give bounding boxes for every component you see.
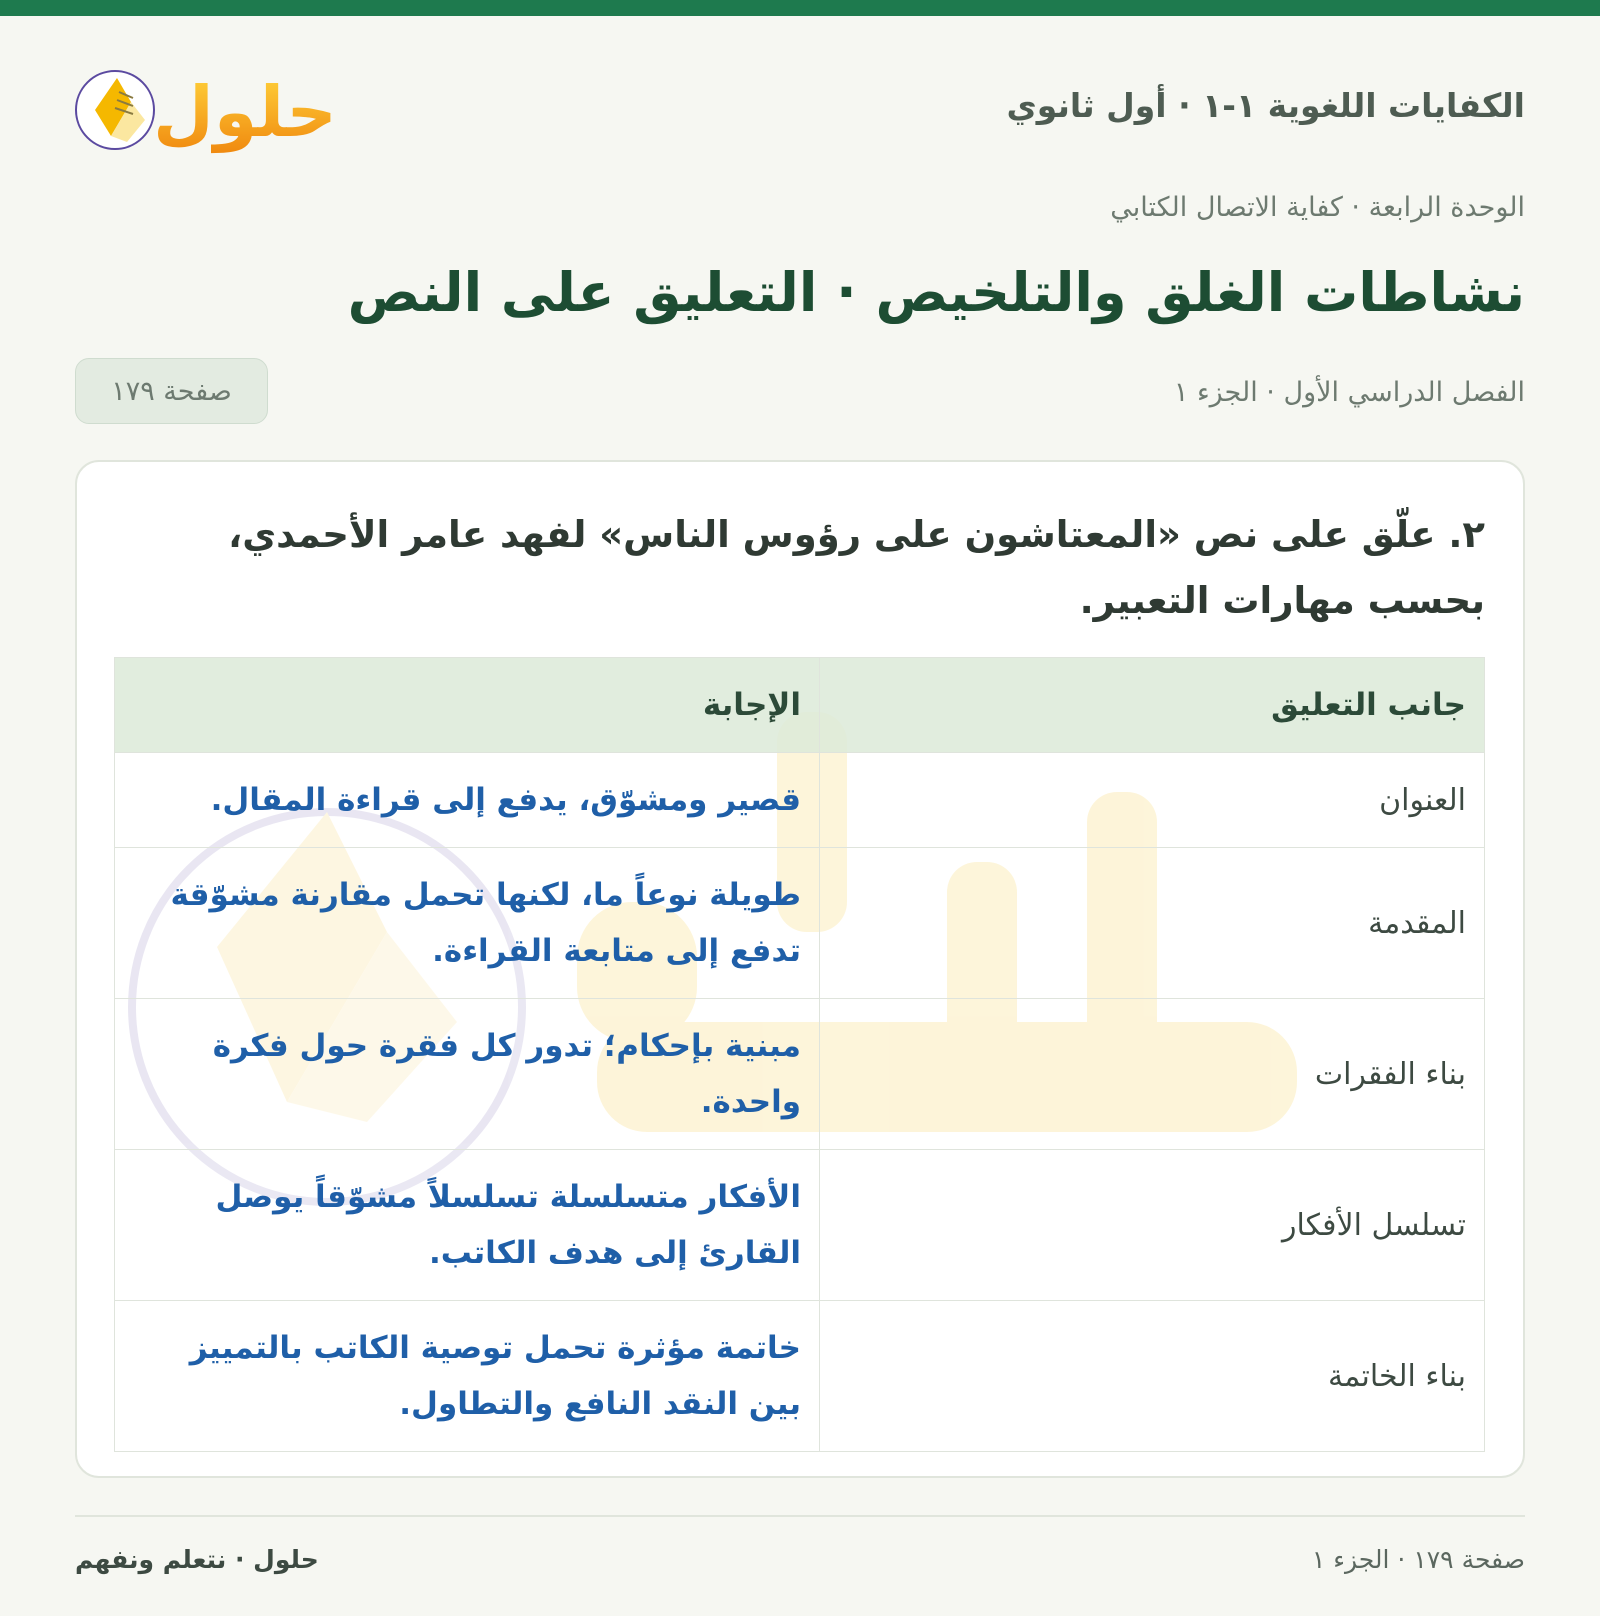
footer-page-info: صفحة ١٧٩ · الجزء ١ (1311, 1545, 1525, 1574)
book-title: الكفايات اللغوية ١-١ · أول ثانوي (1006, 86, 1525, 125)
answer-cell: الأفكار متسلسلة تسلسلاً مشوّقاً يوصل القارئ إلى هدف الكاتب. (115, 1150, 820, 1301)
aspect-cell: العنوان (820, 753, 1485, 848)
table-row (115, 999, 1485, 1150)
page-number-badge: صفحة ١٧٩ (75, 358, 268, 424)
answer-cell: خاتمة مؤثرة تحمل توصية الكاتب بالتمييز بين النقد النافع والتطاول. (115, 1301, 820, 1452)
aspect-cell: بناء الخاتمة (820, 1301, 1485, 1452)
answer-cell: مبنية بإحكام؛ تدور كل فقرة حول فكرة واحدة. (115, 999, 820, 1150)
header-aspect: جانب التعليق (820, 658, 1485, 753)
term-line: الفصل الدراسي الأول · الجزء ١ (1173, 377, 1525, 408)
book-icon (76, 71, 154, 149)
table-row (115, 1301, 1485, 1452)
footer-divider (75, 1515, 1525, 1517)
unit-line: الوحدة الرابعة · كفاية الاتصال الكتابي (1110, 192, 1525, 223)
table-row (115, 753, 1485, 848)
answer-cell: طويلة نوعاً ما، لكنها تحمل مقارنة مشوّقة تدفع إلى متابعة القراءة. (115, 848, 820, 999)
table-header-row (115, 658, 1485, 753)
aspect-cell: تسلسل الأفكار (820, 1150, 1485, 1301)
footer-brand: حلول · نتعلم ونفهم (75, 1545, 319, 1574)
lesson-title: نشاطات الغلق والتلخيص · التعليق على النص (347, 261, 1525, 324)
logo-wordmark: حلول (153, 71, 337, 153)
aspect-cell: المقدمة (820, 848, 1485, 999)
page-header (75, 50, 1525, 160)
header-answer: الإجابة (115, 658, 820, 753)
hulul-logo[interactable] (75, 50, 345, 160)
question-text: ٢. علّق على نص «المعتاشون على رؤوس الناس» لفهد عامر الأحمدي، بحسب مهارات التعبير. (228, 513, 1485, 622)
table-row (115, 1150, 1485, 1301)
exercise-card (75, 460, 1525, 1478)
answers-table (114, 657, 1485, 1452)
top-accent-bar (0, 0, 1600, 16)
answer-cell: قصير ومشوّق، يدفع إلى قراءة المقال. (115, 753, 820, 848)
table-row (115, 848, 1485, 999)
aspect-cell: بناء الفقرات (820, 999, 1485, 1150)
